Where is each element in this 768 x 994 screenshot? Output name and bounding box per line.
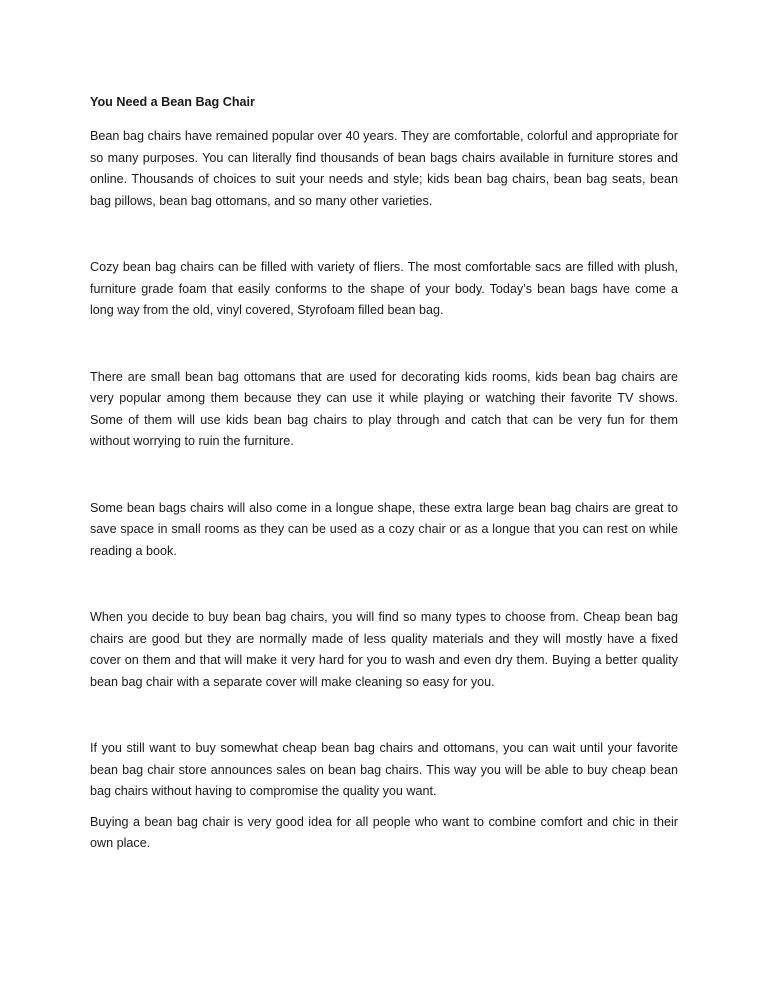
paragraph: Cozy bean bag chairs can be filled with variety of fliers. The most comfortable sacs are filled with plush, furniture grade foam that easily conforms to the shape of your body. Today’s bean bags have come a long way from the old, vinyl covered, Styrofoam filled bean bag. xyxy=(90,260,678,317)
paragraph: Bean bag chairs have remained popular over 40 years. They are comfortable, colorful and appropriate for so many purposes. You can literally find thousands of bean bags chairs available in furniture stores and online. Thousands of choices to suit your needs and style; kids bean bag chairs, bean bag seats, bean bag pillows, bean bag ottomans, and so many other varieties. xyxy=(90,129,678,208)
paragraph: When you decide to buy bean bag chairs, you will find so many types to choose from. Cheap bean bag chairs are good but they are normally made of less quality materials and they will mostly have a fixed cover on them and that will make it very hard for you to wash and even dry them. Buying a better quality bean bag chair with a separate cover will make cleaning so easy for you. xyxy=(90,610,678,689)
paragraph: If you still want to buy somewhat cheap bean bag chairs and ottomans, you can wait until your favorite bean bag chair store announces sales on bean bag chairs. This way you will be able to buy cheap bean bag chairs without having to compromise the quality you want. xyxy=(90,741,678,798)
document-title: You Need a Bean Bag Chair xyxy=(90,95,255,109)
paragraph: Some bean bags chairs will also come in a longue shape, these extra large bean bag chairs are great to save space in small rooms as they can be used as a cozy chair or as a longue that you can rest on while reading a book. xyxy=(90,500,678,558)
paragraph: There are small bean bag ottomans that are used for decorating kids rooms, kids bean bag chairs are very popular among them because they can use it while playing or watching their favorite TV shows. Some of them will use kids bean bag chairs to play through and catch that can be very fun for them without worrying to ruin the furniture. xyxy=(90,369,678,448)
document-page xyxy=(90,92,678,855)
paragraph: Buying a bean bag chair is very good idea for all people who want to combine comfort and chic in their own place. xyxy=(90,814,678,850)
